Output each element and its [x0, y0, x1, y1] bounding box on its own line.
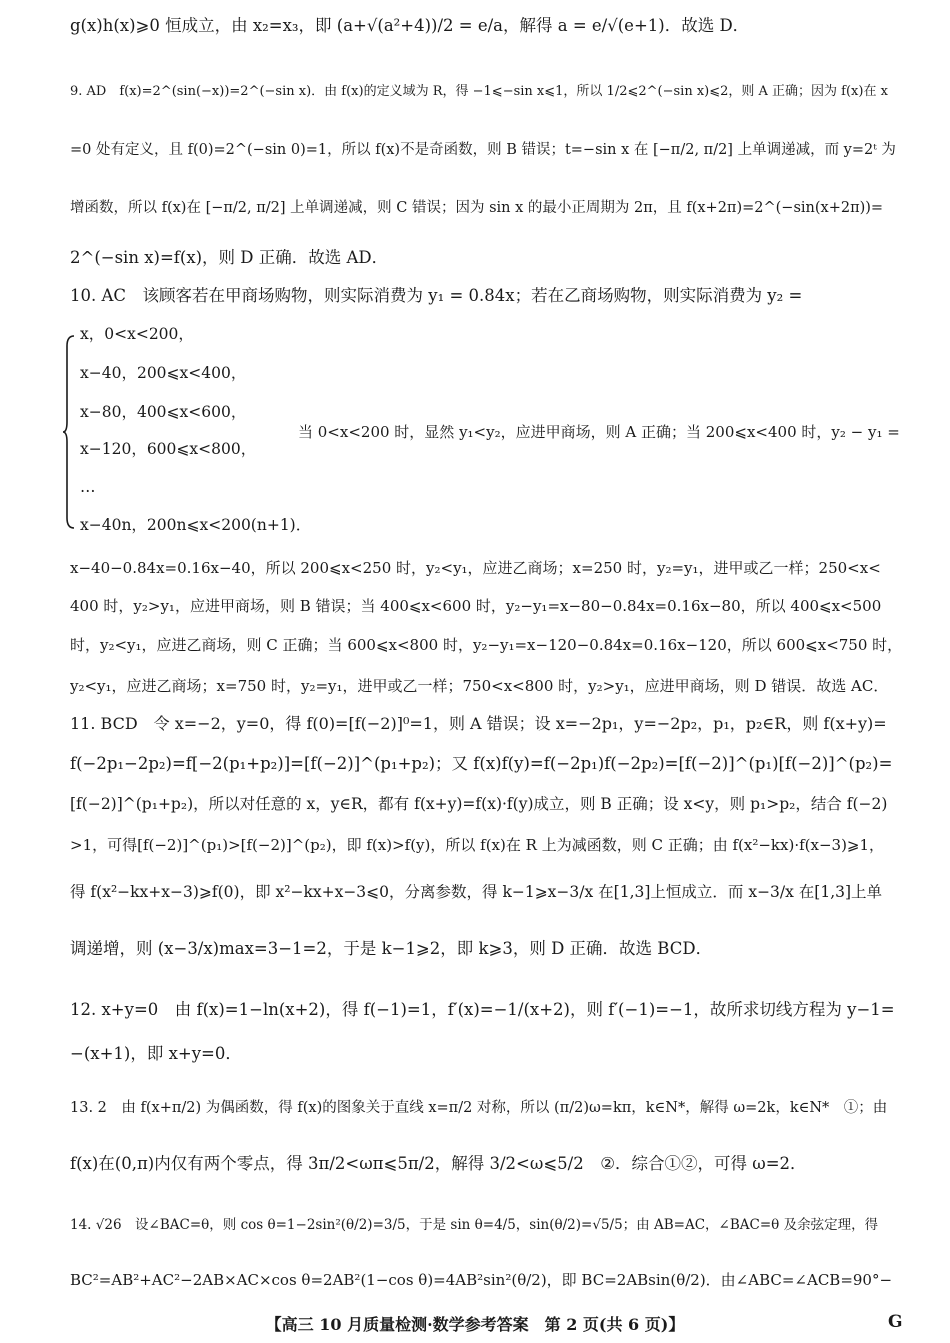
text-line: f(−2p₁−2p₂)=f[−2(p₁+p₂)]=[f(−2)]^(p₁+p₂)；又 f(x)f(y)=f(−2p₁)f(−2p₂)=[f(−2)]^(p₁)[f(−2)]^(p₂)= [70, 754, 893, 773]
text-line: 13. 2 由 f(x+π/2) 为偶函数，得 f(x)的图象关于直线 x=π/2 对称，所以 (π/2)ω=kπ，k∈N*，解得 ω=2k，k∈N* ①；由 [70, 1100, 888, 1116]
piecewise-case: x−40，200⩽x<400， [80, 364, 247, 382]
text-line: =0 处有定义，且 f(0)=2^(−sin 0)=1，所以 f(x)不是奇函数，则 B 错误；t=−sin x 在 [−π/2, π/2] 上单调递减，而 y=2ᵗ 为 [70, 142, 896, 158]
piecewise-brace [62, 334, 76, 530]
text-line: −(x+1)，即 x+y=0． [70, 1044, 242, 1063]
piecewise-case: x−80，400⩽x<600， [80, 403, 247, 421]
version-mark: G [888, 1312, 903, 1332]
piecewise-case: … [80, 478, 96, 496]
text-line: 当 0<x<200 时，显然 y₁<y₂，应进甲商场，则 A 正确；当 200⩽x<400 时，y₂ − y₁ = [298, 423, 900, 441]
text-line: 得 f(x²−kx+x−3)⩾f(0)，即 x²−kx+x−3⩽0，分离参数，得 k−1⩾x−3/x 在[1,3]上恒成立．而 x−3/x 在[1,3]上单 [70, 883, 883, 901]
piecewise-case: x−120，600⩽x<800， [80, 440, 257, 458]
text-line: 9. AD f(x)=2^(sin(−x))=2^(−sin x)．由 f(x)的定义域为 R，得 −1⩽−sin x⩽1，所以 1/2⩽2^(−sin x)⩽2，则 A 正确；因为 f(x)在 x [70, 84, 888, 99]
text-line: 调递增，则 (x−3/x)max=3−1=2，于是 k−1⩾2，即 k⩾3，则 D 正确．故选 BCD． [70, 939, 713, 958]
text-line: 11. BCD 令 x=−2，y=0，得 f(0)=[f(−2)]⁰=1，则 A 错误；设 x=−2p₁，y=−2p₂，p₁，p₂∈R，则 f(x+y)= [70, 714, 887, 733]
page-footer: 【高三 10 月质量检测·数学参考答案 第 2 页(共 6 页)】 [265, 1315, 685, 1334]
text-line: 14. √26 设∠BAC=θ，则 cos θ=1−2sin²(θ/2)=3/5，于是 sin θ=4/5，sin(θ/2)=√5/5；由 AB=AC，∠BAC=θ 及余弦定理，得 [70, 1217, 879, 1233]
text-line: g(x)h(x)⩾0 恒成立，由 x₂=x₃，即 (a+√(a²+4))/2 = e/a，解得 a = e/√(e+1)．故选 D． [70, 16, 750, 35]
text-line: f(x)在(0,π)内仅有两个零点，得 3π/2<ωπ⩽5π/2，解得 3/2<ω⩽5/2 ②．综合①②，可得 ω=2． [70, 1154, 807, 1173]
text-line: x−40−0.84x=0.16x−40，所以 200⩽x<250 时，y₂<y₁，应进乙商场；x=250 时，y₂=y₁，进甲或乙一样；250<x< [70, 559, 881, 577]
text-line: [f(−2)]^(p₁+p₂)，所以对任意的 x，y∈R，都有 f(x+y)=f(x)·f(y)成立，则 B 正确；设 x<y，则 p₁>p₂，结合 f(−2) [70, 795, 888, 813]
text-line: 增函数，所以 f(x)在 [−π/2, π/2] 上单调递减，则 C 错误；因为 sin x 的最小正周期为 2π，且 f(x+2π)=2^(−sin(x+2π))= [70, 200, 884, 216]
piecewise-case: x−40n，200n⩽x<200(n+1)． [80, 516, 312, 534]
text-line: 400 时，y₂>y₁，应进甲商场，则 B 错误；当 400⩽x<600 时，y₂−y₁=x−80−0.84x=0.16x−80，所以 400⩽x<500 [70, 597, 882, 615]
piecewise-case: x，0<x<200， [80, 325, 194, 343]
text-line: BC²=AB²+AC²−2AB×AC×cos θ=2AB²(1−cos θ)=4AB²sin²(θ/2)，即 BC=2ABsin(θ/2)．由∠ABC=∠ACB=90°− [70, 1271, 893, 1289]
text-line: y₂<y₁，应进乙商场；x=750 时，y₂=y₁，进甲或乙一样；750<x<800 时，y₂>y₁，应进甲商场，则 D 错误．故选 AC． [70, 677, 889, 695]
text-line: 2^(−sin x)=f(x)，则 D 正确．故选 AD． [70, 248, 389, 267]
text-line: 10. AC 该顾客若在甲商场购物，则实际消费为 y₁ = 0.84x；若在乙商场购物，则实际消费为 y₂ = [70, 286, 803, 305]
text-line: >1，可得[f(−2)]^(p₁)>[f(−2)]^(p₂)，即 f(x)>f(y)，所以 f(x)在 R 上为减函数，则 C 正确；由 f(x²−kx)·f(x−3)⩾1， [70, 836, 885, 854]
text-line: 12. x+y=0 由 f(x)=1−ln(x+2)，得 f(−1)=1，f′(x)=−1/(x+2)，则 f′(−1)=−1，故所求切线方程为 y−1= [70, 1000, 895, 1019]
text-line: 时，y₂<y₁，应进乙商场，则 C 正确；当 600⩽x<800 时，y₂−y₁=x−120−0.84x=0.16x−120，所以 600⩽x<750 时， [70, 636, 903, 654]
